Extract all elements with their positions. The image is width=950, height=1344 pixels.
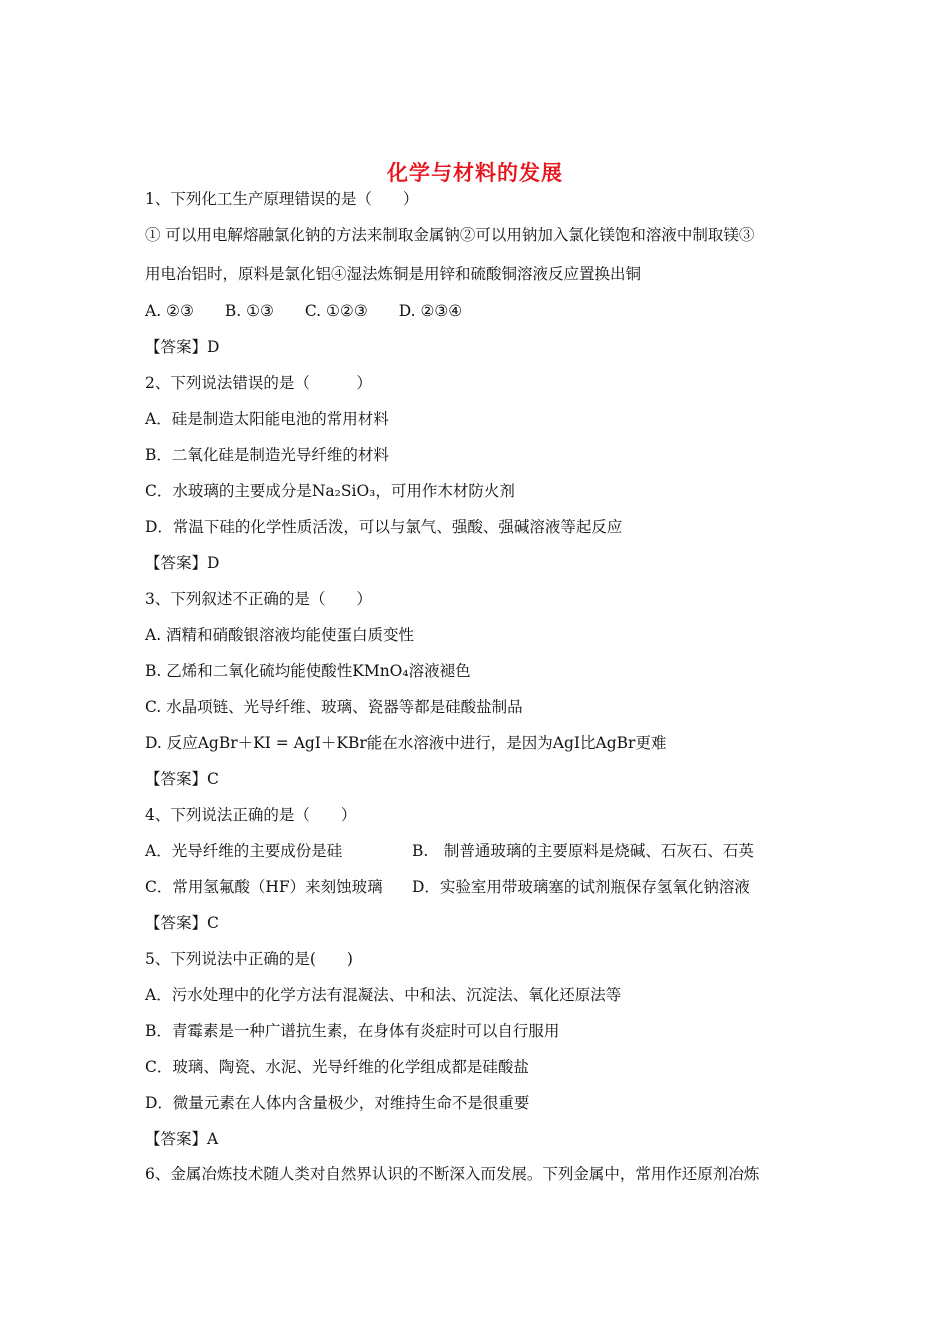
- question-4-stem: 4、下列说法正确的是（ ）: [145, 806, 357, 824]
- question-3-option-a: A. 酒精和硝酸银溶液均能使蛋白质变性: [145, 626, 415, 644]
- question-5-option-a: A．污水处理中的化学方法有混凝法、中和法、沉淀法、氧化还原法等: [145, 986, 622, 1004]
- question-2-answer: 【答案】D: [145, 554, 220, 572]
- question-1-statements-line2: 用电冶铝时，原料是氯化铝④湿法炼铜是用锌和硫酸铜溶液反应置换出铜: [145, 265, 642, 283]
- question-4-options-row1: [145, 840, 805, 862]
- question-2-option-a: A．硅是制造太阳能电池的常用材料: [145, 410, 389, 428]
- question-4-options-row2: [145, 876, 805, 898]
- question-2-option-b: B．二氧化硅是制造光导纤维的材料: [145, 446, 389, 464]
- question-2-option-d: D．常温下硅的化学性质活泼，可以与氯气、强酸、强碱溶液等起反应: [145, 518, 623, 536]
- question-5-answer: 【答案】A: [145, 1130, 219, 1148]
- question-2-stem: 2、下列说法错误的是（ ）: [145, 374, 372, 392]
- question-5-option-c: C．玻璃、陶瓷、水泥、光导纤维的化学组成都是硅酸盐: [145, 1058, 529, 1076]
- question-4-option-d: D．实验室用带玻璃塞的试剂瓶保存氢氧化钠溶液: [412, 878, 750, 896]
- question-1-statements-line1: ① 可以用电解熔融氯化钠的方法来制取金属钠②可以用钠加入氯化镁饱和溶液中制取镁③: [145, 226, 755, 244]
- question-4-option-a: A．光导纤维的主要成份是硅: [145, 842, 343, 860]
- page-title: 化学与材料的发展: [387, 160, 563, 185]
- question-5-option-b: B．青霉素是一种广谱抗生素，在身体有炎症时可以自行服用: [145, 1022, 560, 1040]
- question-4-option-c: C．常用氢氟酸（HF）来刻蚀玻璃: [145, 878, 383, 896]
- question-2-option-c: C．水玻璃的主要成分是Na₂SiO₃，可用作木材防火剂: [145, 482, 515, 500]
- question-5-option-d: D．微量元素在人体内含量极少，对维持生命不是很重要: [145, 1094, 530, 1112]
- question-3-option-b: B. 乙烯和二氧化硫均能使酸性KMnO₄溶液褪色: [145, 662, 471, 680]
- question-4-answer: 【答案】C: [145, 914, 219, 932]
- question-1-options: A. ②③ B. ①③ C. ①②③ D. ②③④: [145, 302, 463, 320]
- question-6-stem: 6、金属冶炼技术随人类对自然界认识的不断深入而发展。下列金属中，常用作还原剂冶炼: [145, 1165, 760, 1183]
- question-3-option-d: D. 反应AgBr＋KI = AgI＋KBr能在水溶液中进行，是因为AgI比AgBr更难: [145, 734, 667, 752]
- question-1-stem: 1、下列化工生产原理错误的是（ ）: [145, 190, 419, 208]
- question-3-stem: 3、下列叙述不正确的是（ ）: [145, 590, 372, 608]
- question-3-option-c: C. 水晶项链、光导纤维、玻璃、瓷器等都是硅酸盐制品: [145, 698, 523, 716]
- question-5-stem: 5、下列说法中正确的是( ): [145, 950, 353, 968]
- question-3-answer: 【答案】C: [145, 770, 219, 788]
- question-1-answer: 【答案】D: [145, 338, 220, 356]
- question-4-option-b: B. 制普通玻璃的主要原料是烧碱、石灰石、石英: [412, 842, 754, 860]
